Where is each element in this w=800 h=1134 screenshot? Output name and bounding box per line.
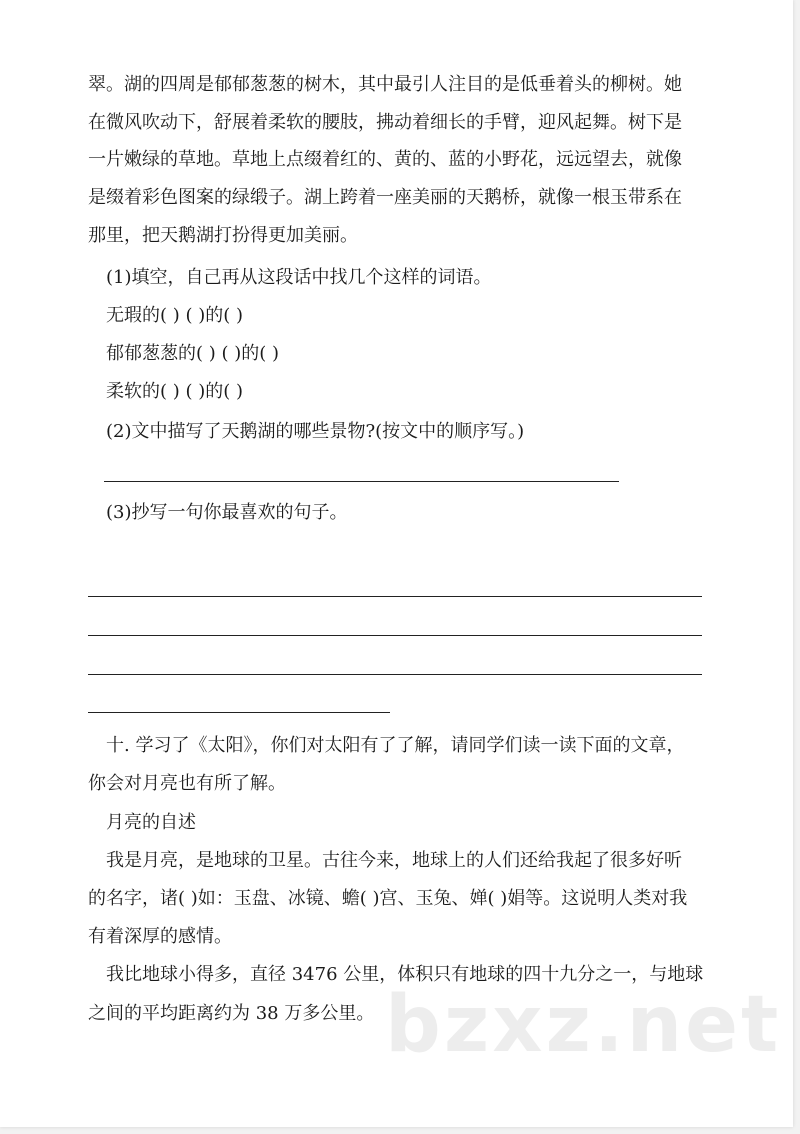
article-title: 月亮的自述 <box>106 812 196 833</box>
passage-line-1: 翠。湖的四周是郁郁葱葱的树木，其中最引人注目的是低垂着头的柳树。她 <box>88 74 682 95</box>
passage-line-3: 一片嫩绿的草地。草地上点缀着红的、黄的、蓝的小野花，远远望去，就像 <box>88 149 682 170</box>
answer-line-q2 <box>104 481 619 482</box>
passage-line-5: 那里，把天鹅湖打扮得更加美丽。 <box>88 225 358 246</box>
article-para-1-line-2: 的名字，诸( )如：玉盘、冰镜、蟾( )宫、玉兔、婵( )娟等。这说明人类对我 <box>88 888 688 909</box>
question-2-prompt: (2)文中描写了天鹅湖的哪些景物?(按文中的顺序写。) <box>106 421 525 442</box>
passage-line-4: 是缀着彩色图案的绿缎子。湖上跨着一座美丽的天鹅桥，就像一根玉带系在 <box>88 187 682 208</box>
answer-line-q3-2 <box>88 635 702 636</box>
section-10-intro-line-2: 你会对月亮也有所了解。 <box>88 773 286 794</box>
question-1-item-3: 柔软的( ) ( )的( ) <box>106 381 244 402</box>
article-para-2-line-1: 我比地球小得多，直径 3476 公里，体积只有地球的四十九分之一，与地球 <box>106 964 704 985</box>
answer-line-q3-3 <box>88 674 702 675</box>
passage-line-2: 在微风吹动下，舒展着柔软的腰肢，拂动着细长的手臂，迎风起舞。树下是 <box>88 112 682 133</box>
section-10-intro-line-1: 十. 学习了《太阳》，你们对太阳有了了解，请同学们读一读下面的文章， <box>106 735 685 756</box>
watermark: bzxz.net <box>385 980 782 1070</box>
question-1-item-1: 无瑕的( ) ( )的( ) <box>106 305 244 326</box>
question-1-prompt: (1)填空，自己再从这段话中找几个这样的词语。 <box>106 267 492 288</box>
answer-line-q3-1 <box>88 596 702 597</box>
question-1-item-2: 郁郁葱葱的( ) ( )的( ) <box>106 343 280 364</box>
article-para-1-line-3: 有着深厚的感情。 <box>88 926 232 947</box>
article-para-2-line-2: 之间的平均距离约为 38 万多公里。 <box>88 1003 375 1024</box>
question-3-prompt: (3)抄写一句你最喜欢的句子。 <box>106 502 348 523</box>
article-para-1-line-1: 我是月亮，是地球的卫星。古往今来，地球上的人们还给我起了很多好听 <box>106 850 682 871</box>
answer-line-q3-4 <box>88 712 390 713</box>
